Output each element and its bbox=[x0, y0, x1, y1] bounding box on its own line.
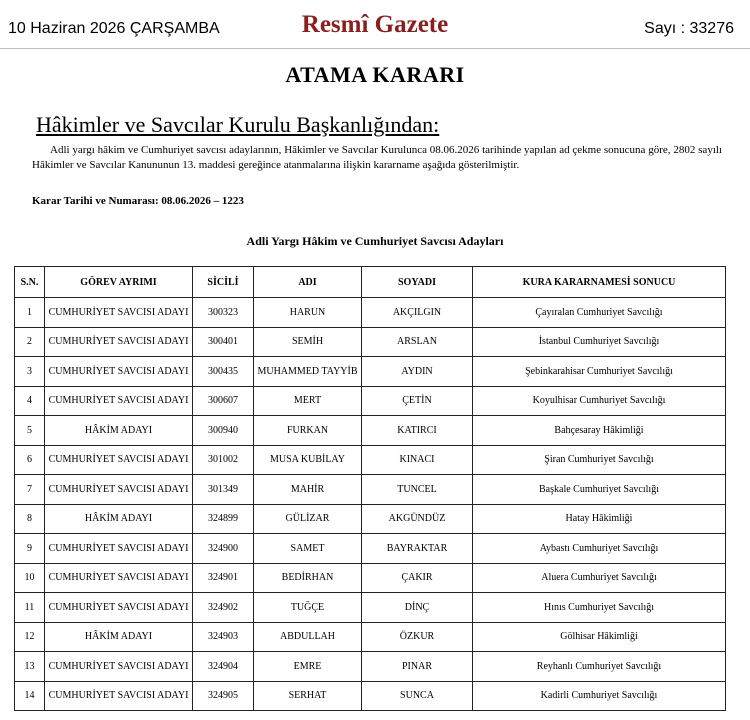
cell-duty: HÂKİM ADAYI bbox=[45, 504, 193, 534]
appointment-table bbox=[14, 266, 726, 711]
cell-name: MUSA KUBİLAY bbox=[254, 445, 362, 475]
cell-sn: 14 bbox=[15, 681, 45, 711]
table-row bbox=[15, 504, 726, 534]
cell-registry: 324901 bbox=[193, 563, 254, 593]
cell-result: Gölhisar Hâkimliği bbox=[473, 622, 726, 652]
table-title: Adli Yargı Hâkim ve Cumhuriyet Savcısı Adayları bbox=[246, 234, 504, 248]
cell-name: EMRE bbox=[254, 652, 362, 682]
cell-result: Hınıs Cumhuriyet Savcılığı bbox=[473, 593, 726, 623]
cell-surname: AKÇILGIN bbox=[362, 298, 473, 328]
cell-name: HARUN bbox=[254, 298, 362, 328]
cell-surname: BAYRAKTAR bbox=[362, 534, 473, 564]
cell-duty: CUMHURİYET SAVCISI ADAYI bbox=[45, 445, 193, 475]
cell-result: Aluera Cumhuriyet Savcılığı bbox=[473, 563, 726, 593]
column-header-surname: SOYADI bbox=[362, 267, 473, 298]
cell-name: FURKAN bbox=[254, 416, 362, 446]
cell-surname: SUNCA bbox=[362, 681, 473, 711]
cell-sn: 8 bbox=[15, 504, 45, 534]
cell-duty: CUMHURİYET SAVCISI ADAYI bbox=[45, 563, 193, 593]
cell-result: İstanbul Cumhuriyet Savcılığı bbox=[473, 327, 726, 357]
cell-name: SEMİH bbox=[254, 327, 362, 357]
table-row bbox=[15, 298, 726, 328]
table-row bbox=[15, 445, 726, 475]
cell-registry: 301349 bbox=[193, 475, 254, 505]
cell-duty: CUMHURİYET SAVCISI ADAYI bbox=[45, 652, 193, 682]
cell-duty: CUMHURİYET SAVCISI ADAYI bbox=[45, 357, 193, 387]
cell-surname: AKGÜNDÜZ bbox=[362, 504, 473, 534]
cell-surname: AYDIN bbox=[362, 357, 473, 387]
table-row bbox=[15, 327, 726, 357]
table-row bbox=[15, 593, 726, 623]
table-row bbox=[15, 534, 726, 564]
table-row bbox=[15, 416, 726, 446]
gazette-header bbox=[0, 0, 750, 50]
cell-sn: 11 bbox=[15, 593, 45, 623]
cell-result: Aybastı Cumhuriyet Savcılığı bbox=[473, 534, 726, 564]
cell-duty: HÂKİM ADAYI bbox=[45, 622, 193, 652]
cell-sn: 12 bbox=[15, 622, 45, 652]
cell-surname: KINACI bbox=[362, 445, 473, 475]
cell-name: ABDULLAH bbox=[254, 622, 362, 652]
cell-name: GÜLİZAR bbox=[254, 504, 362, 534]
cell-sn: 10 bbox=[15, 563, 45, 593]
cell-sn: 5 bbox=[15, 416, 45, 446]
cell-name: MERT bbox=[254, 386, 362, 416]
table-header-row bbox=[15, 267, 726, 298]
cell-registry: 300940 bbox=[193, 416, 254, 446]
cell-surname: ARSLAN bbox=[362, 327, 473, 357]
cell-sn: 3 bbox=[15, 357, 45, 387]
cell-surname: DİNÇ bbox=[362, 593, 473, 623]
cell-duty: CUMHURİYET SAVCISI ADAYI bbox=[45, 298, 193, 328]
cell-surname: KATIRCI bbox=[362, 416, 473, 446]
cell-duty: HÂKİM ADAYI bbox=[45, 416, 193, 446]
table-row bbox=[15, 386, 726, 416]
cell-registry: 324902 bbox=[193, 593, 254, 623]
cell-duty: CUMHURİYET SAVCISI ADAYI bbox=[45, 593, 193, 623]
cell-result: Kadirli Cumhuriyet Savcılığı bbox=[473, 681, 726, 711]
cell-duty: CUMHURİYET SAVCISI ADAYI bbox=[45, 681, 193, 711]
cell-surname: TUNCEL bbox=[362, 475, 473, 505]
table-row bbox=[15, 652, 726, 682]
cell-result: Şiran Cumhuriyet Savcılığı bbox=[473, 445, 726, 475]
intro-paragraph: Adli yargı hâkim ve Cumhuriyet savcısı adaylarının, Hâkimler ve Savcılar Kurulunca 08.06.2026 tarihinde yapılan ad çekme sonucuna göre, 2802 sayılı Hâkimler ve Savcılar Kanununun 13. maddesi gereğince atanmalarına ilişkin kararname aşağıda gösterilmiştir. bbox=[32, 144, 722, 171]
table-row bbox=[15, 357, 726, 387]
cell-result: Hatay Hâkimliği bbox=[473, 504, 726, 534]
header-divider bbox=[0, 48, 750, 49]
cell-name: BEDİRHAN bbox=[254, 563, 362, 593]
cell-result: Başkale Cumhuriyet Savcılığı bbox=[473, 475, 726, 505]
cell-duty: CUMHURİYET SAVCISI ADAYI bbox=[45, 475, 193, 505]
cell-surname: PINAR bbox=[362, 652, 473, 682]
cell-sn: 4 bbox=[15, 386, 45, 416]
gazette-title: Resmî Gazete bbox=[301, 11, 449, 38]
cell-result: Bahçesaray Hâkimliği bbox=[473, 416, 726, 446]
issue-number: Sayı : 33276 bbox=[644, 20, 734, 37]
cell-name: MAHİR bbox=[254, 475, 362, 505]
cell-registry: 301002 bbox=[193, 445, 254, 475]
cell-sn: 7 bbox=[15, 475, 45, 505]
issue-date: 10 Haziran 2026 ÇARŞAMBA bbox=[8, 20, 220, 37]
cell-registry: 324899 bbox=[193, 504, 254, 534]
cell-surname: ÖZKUR bbox=[362, 622, 473, 652]
cell-registry: 324904 bbox=[193, 652, 254, 682]
cell-result: Reyhanlı Cumhuriyet Savcılığı bbox=[473, 652, 726, 682]
cell-duty: CUMHURİYET SAVCISI ADAYI bbox=[45, 327, 193, 357]
cell-sn: 13 bbox=[15, 652, 45, 682]
cell-registry: 324903 bbox=[193, 622, 254, 652]
cell-result: Koyulhisar Cumhuriyet Savcılığı bbox=[473, 386, 726, 416]
cell-registry: 324905 bbox=[193, 681, 254, 711]
cell-duty: CUMHURİYET SAVCISI ADAYI bbox=[45, 386, 193, 416]
table-row bbox=[15, 563, 726, 593]
cell-duty: CUMHURİYET SAVCISI ADAYI bbox=[45, 534, 193, 564]
column-header-name: ADI bbox=[254, 267, 362, 298]
column-header-duty: GÖREV AYRIMI bbox=[45, 267, 193, 298]
cell-name: SERHAT bbox=[254, 681, 362, 711]
table-row bbox=[15, 681, 726, 711]
column-header-registry: SİCİLİ bbox=[193, 267, 254, 298]
cell-result: Şebinkarahisar Cumhuriyet Savcılığı bbox=[473, 357, 726, 387]
cell-name: SAMET bbox=[254, 534, 362, 564]
column-header-sn: S.N. bbox=[15, 267, 45, 298]
cell-registry: 300323 bbox=[193, 298, 254, 328]
cell-sn: 2 bbox=[15, 327, 45, 357]
cell-registry: 300401 bbox=[193, 327, 254, 357]
cell-registry: 300607 bbox=[193, 386, 254, 416]
cell-surname: ÇAKIR bbox=[362, 563, 473, 593]
cell-result: Çayıralan Cumhuriyet Savcılığı bbox=[473, 298, 726, 328]
cell-sn: 6 bbox=[15, 445, 45, 475]
table-row bbox=[15, 622, 726, 652]
decision-date-number: Karar Tarihi ve Numarası: 08.06.2026 – 1223 bbox=[32, 195, 244, 207]
cell-registry: 324900 bbox=[193, 534, 254, 564]
cell-registry: 300435 bbox=[193, 357, 254, 387]
cell-surname: ÇETİN bbox=[362, 386, 473, 416]
column-header-result: KURA KARARNAMESİ SONUCU bbox=[473, 267, 726, 298]
cell-name: MUHAMMED TAYYİB bbox=[254, 357, 362, 387]
cell-sn: 1 bbox=[15, 298, 45, 328]
issuing-authority: Hâkimler ve Savcılar Kurulu Başkanlığından: bbox=[36, 112, 440, 137]
table-row bbox=[15, 475, 726, 505]
cell-sn: 9 bbox=[15, 534, 45, 564]
document-title: ATAMA KARARI bbox=[285, 62, 465, 87]
cell-name: TUĞÇE bbox=[254, 593, 362, 623]
